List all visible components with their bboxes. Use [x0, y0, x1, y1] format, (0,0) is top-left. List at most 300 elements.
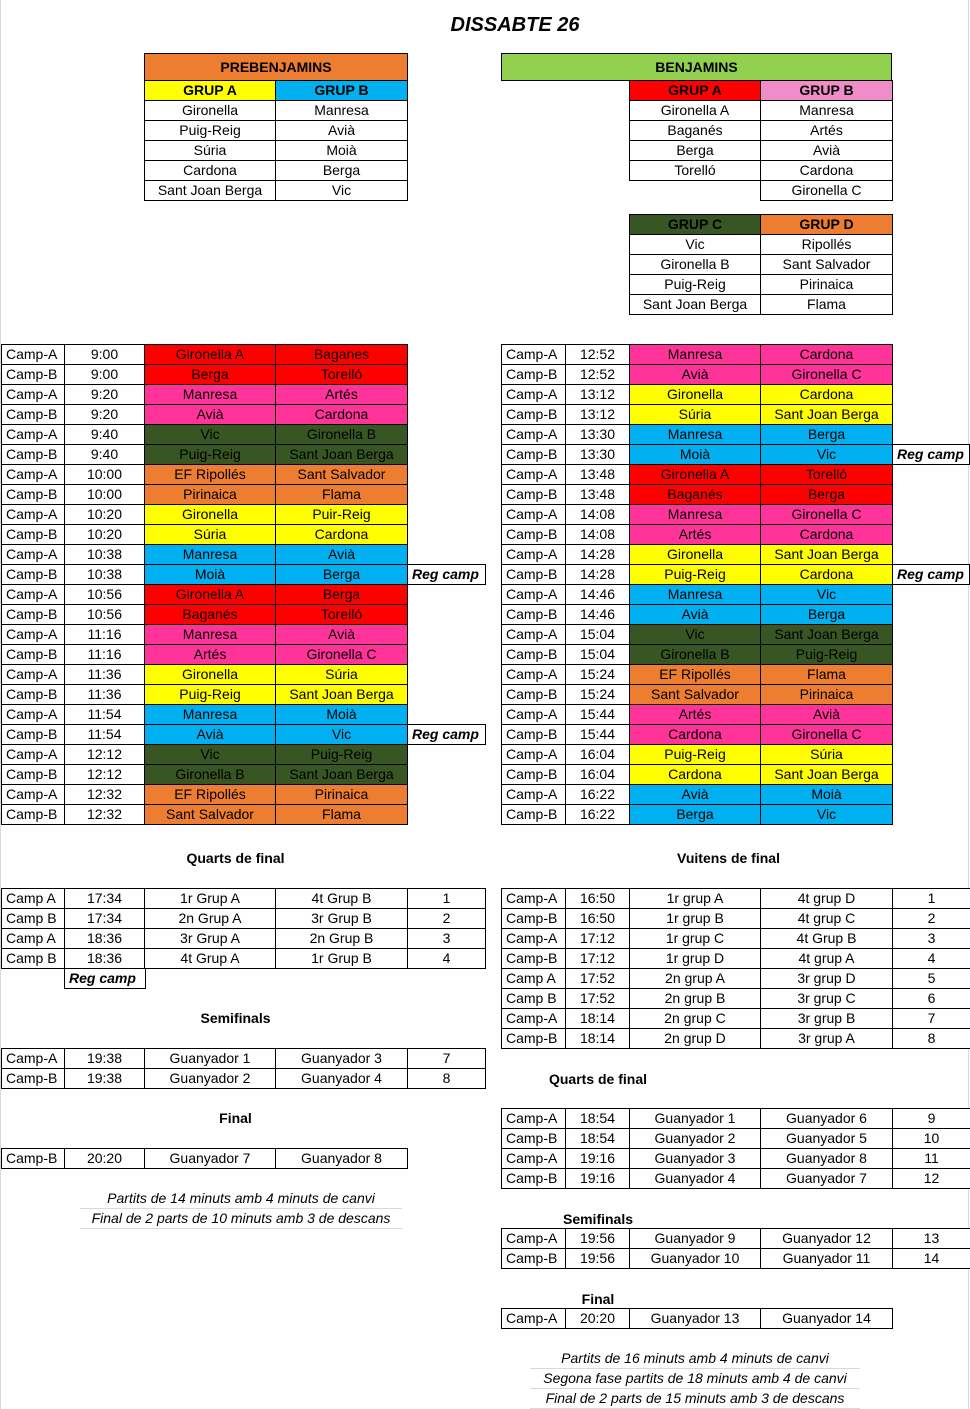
- left-quarters-row: [2, 909, 486, 929]
- benjamins-ab-group-row: [630, 101, 893, 121]
- left-final-title: Final: [219, 1110, 252, 1126]
- schedule-right-away-team-cell: Flama: [761, 665, 893, 685]
- schedule-left-match-row: [2, 345, 408, 365]
- prebenjamins-groups-table: [144, 53, 408, 201]
- schedule-right-home-team-cell: Sant Salvador: [630, 685, 761, 705]
- benjamins-ab-group-row: [630, 121, 893, 141]
- schedule-left-home-team-cell: Vic: [145, 425, 276, 445]
- schedule-left-camp-cell: Camp-B: [2, 725, 65, 745]
- right-round16-match-number-cell: 4: [893, 949, 970, 969]
- schedule-right-home-team-cell: Gironella A: [630, 465, 761, 485]
- right-round16-camp-cell: Camp B: [502, 989, 566, 1009]
- right-round16-away-cell: 3r grup B: [761, 1009, 893, 1029]
- right-round16-match-number-cell: 2: [893, 909, 970, 929]
- left-quarters-home-cell: 2n Grup A: [145, 909, 276, 929]
- right-round16-camp-cell: Camp-B: [502, 1029, 566, 1049]
- left-final-rows: [2, 1149, 408, 1169]
- right-round16-time-cell: 17:12: [566, 929, 630, 949]
- schedule-right-home-team-cell: Manresa: [630, 585, 761, 605]
- schedule-right-away-team-cell: Berga: [761, 605, 893, 625]
- prebenjamins-group-team-cell: Avià: [276, 121, 408, 141]
- right-round16-title: Vuitens de final: [677, 850, 780, 866]
- schedule-right-home-team-cell: Avià: [630, 785, 761, 805]
- left-quarters-match-number-cell: 1: [408, 889, 486, 909]
- schedule-left-away-team-cell: Flama: [276, 805, 408, 825]
- schedule-left-away-team-cell: Avià: [276, 545, 408, 565]
- right-round16-match-number-cell: 8: [893, 1029, 970, 1049]
- benjamins-ab-group-row: [630, 141, 893, 161]
- prebenjamins-group-rows: [145, 101, 408, 201]
- left-final-camp-cell: Camp-B: [2, 1149, 65, 1169]
- schedule-right-match-row: [502, 685, 893, 705]
- schedule-left-camp-cell: Camp-A: [2, 385, 65, 405]
- left-semis-away-cell: Guanyador 3: [276, 1049, 408, 1069]
- left-quarters-reg-label: Reg camp: [64, 968, 146, 989]
- schedule-left-away-team-cell: Vic: [276, 725, 408, 745]
- right-quarters-away-cell: Guanyador 5: [761, 1129, 893, 1149]
- schedule-right-match-row: [502, 485, 893, 505]
- benjamins-header-table: [501, 53, 892, 81]
- schedule-right-time-cell: 14:08: [566, 525, 630, 545]
- right-round16-away-cell: 3r grup A: [761, 1029, 893, 1049]
- right-semis-match-number-cell: 13: [893, 1229, 970, 1249]
- schedule-right-camp-cell: Camp-B: [502, 645, 566, 665]
- schedule-left-camp-cell: Camp-B: [2, 365, 65, 385]
- schedule-left-home-team-cell: Avià: [145, 405, 276, 425]
- schedule-left-camp-cell: Camp-A: [2, 345, 65, 365]
- right-semis-camp-cell: Camp-A: [502, 1229, 566, 1249]
- schedule-right-home-team-cell: Avià: [630, 605, 761, 625]
- benjamins-cd-group-row: [630, 275, 893, 295]
- right-round16-row: [502, 989, 970, 1009]
- schedule-left-match-row: [2, 585, 408, 605]
- schedule-right-home-team-cell: Baganés: [630, 485, 761, 505]
- schedule-right-match-row: [502, 345, 893, 365]
- right-quarters-away-cell: Guanyador 7: [761, 1169, 893, 1189]
- right-quarters-table: [501, 1108, 970, 1189]
- schedule-left-time-cell: 10:00: [65, 465, 145, 485]
- left-quarters-camp-cell: Camp B: [2, 949, 65, 969]
- schedule-right-match-row: [502, 585, 893, 605]
- schedule-left-match-row: [2, 365, 408, 385]
- schedule-left-away-team-cell: Sant Joan Berga: [276, 445, 408, 465]
- schedule-right-match-row: [502, 745, 893, 765]
- schedule-right-match-row: [502, 525, 893, 545]
- benjamins-group-b-header: GRUP B: [761, 81, 893, 101]
- right-round16-row: [502, 1009, 970, 1029]
- schedule-right-home-team-cell: Gironella: [630, 545, 761, 565]
- schedule-right-reg-camp-label: Reg camp: [892, 564, 970, 585]
- left-semis-table: [1, 1048, 486, 1089]
- prebenjamins-group-row: [145, 141, 408, 161]
- benjamins-ab-group-team-cell: Berga: [630, 141, 761, 161]
- left-quarters-time-cell: 18:36: [65, 929, 145, 949]
- schedule-right-home-team-cell: Avià: [630, 365, 761, 385]
- right-quarters-row: [502, 1109, 970, 1129]
- right-round16-row: [502, 949, 970, 969]
- schedule-left-camp-cell: Camp-B: [2, 565, 65, 585]
- right-round16-home-cell: 2n grup A: [630, 969, 761, 989]
- right-round16-time-cell: 17:12: [566, 949, 630, 969]
- schedule-left-home-team-cell: Manresa: [145, 545, 276, 565]
- right-quarters-home-cell: Guanyador 2: [630, 1129, 761, 1149]
- schedule-left-match-row: [2, 665, 408, 685]
- schedule-right-time-cell: 13:30: [566, 445, 630, 465]
- left-semis-home-cell: Guanyador 1: [145, 1049, 276, 1069]
- left-quarters-camp-cell: Camp A: [2, 889, 65, 909]
- right-round16-camp-cell: Camp-A: [502, 1009, 566, 1029]
- schedule-left-camp-cell: Camp-A: [2, 505, 65, 525]
- schedule-right-away-team-cell: Puig-Reig: [761, 645, 893, 665]
- left-quarters-away-cell: 3r Grup B: [276, 909, 408, 929]
- right-quarters-match-number-cell: 9: [893, 1109, 970, 1129]
- right-round16-home-cell: 1r grup B: [630, 909, 761, 929]
- schedule-left-time-cell: 10:38: [65, 565, 145, 585]
- prebenjamins-group-team-cell: Sant Joan Berga: [145, 181, 276, 201]
- schedule-right-home-team-cell: Puig-Reig: [630, 745, 761, 765]
- schedule-left-camp-cell: Camp-A: [2, 665, 65, 685]
- benjamins-group-d-header: GRUP D: [761, 215, 893, 235]
- right-quarters-away-cell: Guanyador 6: [761, 1109, 893, 1129]
- benjamins-group-c-header: GRUP C: [630, 215, 761, 235]
- schedule-left-away-team-cell: Moià: [276, 705, 408, 725]
- schedule-right-home-team-cell: Manresa: [630, 505, 761, 525]
- schedule-right-camp-cell: Camp-A: [502, 585, 566, 605]
- right-round16-rows: [502, 889, 970, 1049]
- prebenjamins-group-team-cell: Berga: [276, 161, 408, 181]
- schedule-right-camp-cell: Camp-B: [502, 445, 566, 465]
- schedule-left-match-row: [2, 485, 408, 505]
- benjamins-ab-group-team-cell: Torelló: [630, 161, 761, 181]
- schedule-left-match-row: [2, 565, 408, 585]
- schedule-right-away-team-cell: Cardona: [761, 565, 893, 585]
- schedule-left-time-cell: 10:38: [65, 545, 145, 565]
- schedule-right-match-row: [502, 445, 893, 465]
- left-quarters-camp-cell: Camp B: [2, 909, 65, 929]
- right-semis-title: Semifinals: [562, 1211, 634, 1227]
- right-round16-camp-cell: Camp-A: [502, 929, 566, 949]
- benjamins-ab-group-team-cell: Avià: [761, 141, 893, 161]
- benjamins-header: BENJAMINS: [502, 54, 892, 81]
- schedule-right-away-team-cell: Berga: [761, 485, 893, 505]
- schedule-right-camp-cell: Camp-A: [502, 545, 566, 565]
- right-round16-time-cell: 17:52: [566, 989, 630, 1009]
- schedule-left-camp-cell: Camp-A: [2, 545, 65, 565]
- schedule-right-camp-cell: Camp-A: [502, 705, 566, 725]
- schedule-right-camp-cell: Camp-B: [502, 405, 566, 425]
- schedule-left-away-team-cell: Gironella C: [276, 645, 408, 665]
- right-semis-away-cell: Guanyador 11: [761, 1249, 893, 1269]
- schedule-left-match-row: [2, 605, 408, 625]
- left-final-home-cell: Guanyador 7: [145, 1149, 276, 1169]
- left-semis-row: [2, 1069, 486, 1089]
- right-quarters-home-cell: Guanyador 1: [630, 1109, 761, 1129]
- right-quarters-title: Quarts de final: [548, 1071, 648, 1087]
- schedule-left-away-team-cell: Torelló: [276, 605, 408, 625]
- right-quarters-time-cell: 18:54: [566, 1109, 630, 1129]
- schedule-left-match-row: [2, 805, 408, 825]
- right-round16-away-cell: 3r grup C: [761, 989, 893, 1009]
- right-round16-home-cell: 2n grup B: [630, 989, 761, 1009]
- left-semis-rows: [2, 1049, 486, 1089]
- schedule-right-camp-cell: Camp-B: [502, 565, 566, 585]
- right-final-away-cell: Guanyador 14: [761, 1309, 893, 1329]
- benjamins-cd-rows: [630, 235, 893, 315]
- prebenjamins-group-row: [145, 101, 408, 121]
- right-round16-time-cell: 18:14: [566, 1009, 630, 1029]
- right-quarters-home-cell: Guanyador 4: [630, 1169, 761, 1189]
- schedule-right-away-team-cell: Avià: [761, 705, 893, 725]
- schedule-left-match-row: [2, 625, 408, 645]
- right-semis-match-number-cell: 14: [893, 1249, 970, 1269]
- schedule-left-home-team-cell: Manresa: [145, 705, 276, 725]
- schedule-right-away-team-cell: Sant Joan Berga: [761, 405, 893, 425]
- schedule-left-home-team-cell: EF Ripollés: [145, 785, 276, 805]
- schedule-right-time-cell: 14:08: [566, 505, 630, 525]
- right-semis-row: [502, 1249, 970, 1269]
- benjamins-ab-group-team-cell: [630, 181, 761, 201]
- schedule-right-time-cell: 13:12: [566, 385, 630, 405]
- schedule-left-time-cell: 12:32: [65, 805, 145, 825]
- benjamins-ab-group-row: [630, 181, 893, 201]
- schedule-right-time-cell: 12:52: [566, 365, 630, 385]
- schedule-left-match-row: [2, 545, 408, 565]
- left-quarters-row: [2, 889, 486, 909]
- prebenjamins-group-row: [145, 161, 408, 181]
- schedule-left-match-row: [2, 705, 408, 725]
- schedule-left-home-team-cell: Moià: [145, 565, 276, 585]
- schedule-right-away-team-cell: Sant Joan Berga: [761, 545, 893, 565]
- right-round16-time-cell: 16:50: [566, 909, 630, 929]
- schedule-left-time-cell: 11:36: [65, 665, 145, 685]
- schedule-right-match-row: [502, 565, 893, 585]
- schedule-right-time-cell: 16:04: [566, 765, 630, 785]
- schedule-right-time-cell: 13:12: [566, 405, 630, 425]
- left-semis-home-cell: Guanyador 2: [145, 1069, 276, 1089]
- schedule-right-time-cell: 14:28: [566, 545, 630, 565]
- schedule-right-away-team-cell: Sant Joan Berga: [761, 765, 893, 785]
- benjamins-groups-cd-table: [629, 214, 893, 315]
- schedule-right-time-cell: 13:48: [566, 465, 630, 485]
- schedule-right-time-cell: 15:44: [566, 705, 630, 725]
- schedule-left-home-team-cell: Berga: [145, 365, 276, 385]
- schedule-right-camp-cell: Camp-A: [502, 345, 566, 365]
- schedule-right-away-team-cell: Vic: [761, 805, 893, 825]
- schedule-left-match-row: [2, 425, 408, 445]
- prebenjamins-group-team-cell: Puig-Reig: [145, 121, 276, 141]
- right-quarters-away-cell: Guanyador 8: [761, 1149, 893, 1169]
- schedule-left-camp-cell: Camp-B: [2, 485, 65, 505]
- schedule-right-time-cell: 16:22: [566, 785, 630, 805]
- schedule-right-camp-cell: Camp-A: [502, 625, 566, 645]
- left-final-table: [1, 1148, 408, 1169]
- schedule-right-time-cell: 14:46: [566, 605, 630, 625]
- schedule-left-time-cell: 9:20: [65, 405, 145, 425]
- schedule-left-away-team-cell: Cardona: [276, 525, 408, 545]
- schedule-left-match-row: [2, 645, 408, 665]
- schedule-right-reg-camp-label: Reg camp: [892, 444, 970, 465]
- schedule-right-match-row: [502, 785, 893, 805]
- benjamins-group-a-header: GRUP A: [630, 81, 761, 101]
- schedule-right-camp-cell: Camp-B: [502, 525, 566, 545]
- schedule-right-home-team-cell: Artés: [630, 525, 761, 545]
- schedule-right-rows: [502, 345, 893, 825]
- schedule-left-away-team-cell: Gironella B: [276, 425, 408, 445]
- left-note-2: Final de 2 parts de 10 minuts amb 3 de descans: [80, 1208, 402, 1229]
- schedule-left-home-team-cell: Manresa: [145, 385, 276, 405]
- right-round16-camp-cell: Camp A: [502, 969, 566, 989]
- benjamins-cd-group-team-cell: Sant Salvador: [761, 255, 893, 275]
- left-quarters-match-number-cell: 3: [408, 929, 486, 949]
- schedule-right-home-team-cell: Súria: [630, 405, 761, 425]
- schedule-right-home-team-cell: Artés: [630, 705, 761, 725]
- schedule-right-camp-cell: Camp-A: [502, 425, 566, 445]
- schedule-right-camp-cell: Camp-B: [502, 805, 566, 825]
- benjamins-ab-group-team-cell: Gironella C: [761, 181, 893, 201]
- schedule-right-camp-cell: Camp-A: [502, 745, 566, 765]
- right-final-rows: [502, 1309, 893, 1329]
- schedule-right-home-team-cell: Puig-Reig: [630, 565, 761, 585]
- schedule-left-home-team-cell: Puig-Reig: [145, 445, 276, 465]
- right-round16-time-cell: 17:52: [566, 969, 630, 989]
- schedule-right-away-team-cell: Vic: [761, 445, 893, 465]
- page-title: DISSABTE 26: [450, 14, 580, 36]
- left-quarters-away-cell: 2n Grup B: [276, 929, 408, 949]
- right-quarters-time-cell: 19:16: [566, 1169, 630, 1189]
- left-quarters-match-number-cell: 4: [408, 949, 486, 969]
- benjamins-cd-group-team-cell: Gironella B: [630, 255, 761, 275]
- benjamins-ab-group-team-cell: Baganés: [630, 121, 761, 141]
- left-semis-time-cell: 19:38: [65, 1049, 145, 1069]
- schedule-right-camp-cell: Camp-B: [502, 605, 566, 625]
- schedule-left-time-cell: 10:56: [65, 605, 145, 625]
- schedule-left-home-team-cell: EF Ripollés: [145, 465, 276, 485]
- left-quarters-home-cell: 1r Grup A: [145, 889, 276, 909]
- schedule-left-home-team-cell: Gironella A: [145, 345, 276, 365]
- schedule-left-camp-cell: Camp-B: [2, 765, 65, 785]
- right-quarters-camp-cell: Camp-B: [502, 1129, 566, 1149]
- schedule-right-match-row: [502, 385, 893, 405]
- schedule-left-camp-cell: Camp-A: [2, 585, 65, 605]
- right-round16-table: [501, 888, 970, 1049]
- schedule-right-camp-cell: Camp-A: [502, 385, 566, 405]
- right-quarters-time-cell: 19:16: [566, 1149, 630, 1169]
- right-semis-camp-cell: Camp-B: [502, 1249, 566, 1269]
- prebenjamins-group-team-cell: Moià: [276, 141, 408, 161]
- schedule-right-time-cell: 15:44: [566, 725, 630, 745]
- left-quarters-away-cell: 4t Grup B: [276, 889, 408, 909]
- right-quarters-rows: [502, 1109, 970, 1189]
- right-round16-home-cell: 1r grup D: [630, 949, 761, 969]
- schedule-left-time-cell: 12:12: [65, 745, 145, 765]
- schedule-left-match-row: [2, 505, 408, 525]
- right-round16-row: [502, 929, 970, 949]
- left-semis-match-number-cell: 8: [408, 1069, 486, 1089]
- schedule-left-home-team-cell: Súria: [145, 525, 276, 545]
- schedule-right-camp-cell: Camp-A: [502, 665, 566, 685]
- right-round16-row: [502, 969, 970, 989]
- schedule-right-home-team-cell: Cardona: [630, 765, 761, 785]
- left-quarters-time-cell: 17:34: [65, 889, 145, 909]
- left-quarters-time-cell: 17:34: [65, 909, 145, 929]
- schedule-left-rows: [2, 345, 408, 825]
- right-quarters-camp-cell: Camp-A: [502, 1149, 566, 1169]
- schedule-right-home-team-cell: EF Ripollés: [630, 665, 761, 685]
- schedule-right-home-team-cell: Manresa: [630, 425, 761, 445]
- schedule-left-away-team-cell: Berga: [276, 565, 408, 585]
- schedule-right-away-team-cell: Cardona: [761, 525, 893, 545]
- right-semis-table: [501, 1228, 970, 1269]
- right-round16-away-cell: 3r grup D: [761, 969, 893, 989]
- schedule-right-away-team-cell: Torelló: [761, 465, 893, 485]
- schedule-left-away-team-cell: Sant Joan Berga: [276, 765, 408, 785]
- benjamins-cd-group-team-cell: Sant Joan Berga: [630, 295, 761, 315]
- schedule-right-away-team-cell: Gironella C: [761, 505, 893, 525]
- right-round16-home-cell: 2n grup D: [630, 1029, 761, 1049]
- schedule-left-camp-cell: Camp-B: [2, 685, 65, 705]
- right-note-1: Partits de 16 minuts amb 4 minuts de canvi: [530, 1348, 860, 1369]
- benjamins-cd-group-row: [630, 235, 893, 255]
- schedule-right-time-cell: 14:46: [566, 585, 630, 605]
- left-quarters-rows: [2, 889, 486, 969]
- benjamins-ab-group-team-cell: Gironella A: [630, 101, 761, 121]
- schedule-right-home-team-cell: Gironella B: [630, 645, 761, 665]
- schedule-left-match-row: [2, 745, 408, 765]
- benjamins-cd-group-team-cell: Flama: [761, 295, 893, 315]
- benjamins-ab-group-team-cell: Cardona: [761, 161, 893, 181]
- right-note-3: Final de 2 parts de 15 minuts amb 3 de descans: [530, 1388, 860, 1409]
- schedule-left-time-cell: 11:36: [65, 685, 145, 705]
- schedule-left-camp-cell: Camp-B: [2, 445, 65, 465]
- benjamins-groups-ab-table: [629, 80, 893, 201]
- left-quarters-table: [1, 888, 486, 969]
- schedule-right-home-team-cell: Gironella: [630, 385, 761, 405]
- prebenjamins-group-a-header: GRUP A: [145, 81, 276, 101]
- schedule-left-time-cell: 11:54: [65, 705, 145, 725]
- right-quarters-match-number-cell: 10: [893, 1129, 970, 1149]
- schedule-left-away-team-cell: Baganes: [276, 345, 408, 365]
- schedule-left-match-row: [2, 525, 408, 545]
- right-quarters-match-number-cell: 11: [893, 1149, 970, 1169]
- schedule-left-away-team-cell: Sant Salvador: [276, 465, 408, 485]
- prebenjamins-group-team-cell: Súria: [145, 141, 276, 161]
- right-quarters-time-cell: 18:54: [566, 1129, 630, 1149]
- schedule-left-time-cell: 9:40: [65, 425, 145, 445]
- right-semis-time-cell: 19:56: [566, 1249, 630, 1269]
- right-round16-match-number-cell: 7: [893, 1009, 970, 1029]
- schedule-left-home-team-cell: Artés: [145, 645, 276, 665]
- schedule-right-time-cell: 16:22: [566, 805, 630, 825]
- right-round16-match-number-cell: 3: [893, 929, 970, 949]
- left-quarters-row: [2, 949, 486, 969]
- schedule-left-time-cell: 11:16: [65, 625, 145, 645]
- schedule-right-match-row: [502, 625, 893, 645]
- schedule-right-camp-cell: Camp-B: [502, 725, 566, 745]
- schedule-left-match-row: [2, 685, 408, 705]
- schedule-left-match-row: [2, 785, 408, 805]
- schedule-left-match-row: [2, 725, 408, 745]
- schedule-left-away-team-cell: Súria: [276, 665, 408, 685]
- benjamins-cd-group-team-cell: Vic: [630, 235, 761, 255]
- left-semis-row: [2, 1049, 486, 1069]
- schedule-left-time-cell: 9:00: [65, 365, 145, 385]
- schedule-left-away-team-cell: Pirinaica: [276, 785, 408, 805]
- schedule-right-camp-cell: Camp-B: [502, 485, 566, 505]
- right-round16-away-cell: 4t Grup B: [761, 929, 893, 949]
- right-round16-camp-cell: Camp-B: [502, 949, 566, 969]
- left-semis-match-number-cell: 7: [408, 1049, 486, 1069]
- right-round16-home-cell: 2n grup C: [630, 1009, 761, 1029]
